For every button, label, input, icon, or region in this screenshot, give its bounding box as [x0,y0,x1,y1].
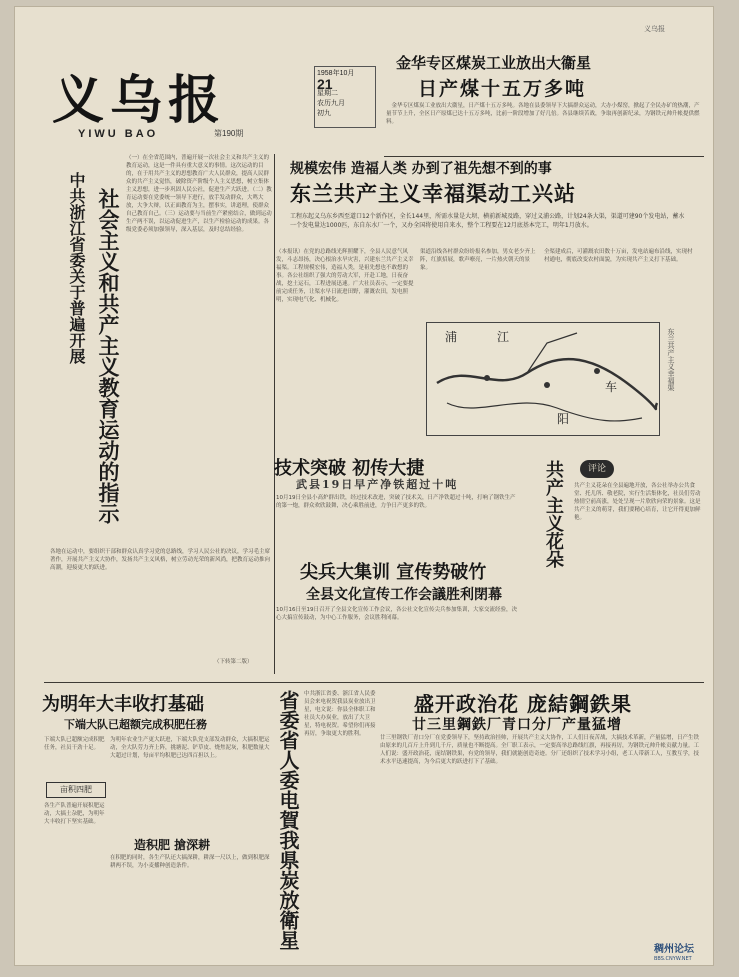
continued-note: （下转第二版） [214,659,253,665]
map-graphic [427,323,659,435]
masthead-latin: YIWU BAO [78,128,159,140]
harvest-box-label: 亩积四肥 [46,782,106,798]
commentary-badge: 评论 [580,460,614,478]
issue-number: 第190期 [214,129,244,138]
newspaper-page [14,6,714,966]
handwritten-note: 义乌报 [644,25,665,33]
rule [384,156,704,157]
main-story-col3: 全渠建成后，可灌溉农田数十万亩，发电站遍布沿线，实现村村通电，彻底改变农村面貌，为实现共产主义打下基础。 [544,249,693,263]
masthead-title: 义乌报 [52,70,227,131]
left-article-text-2: 各地在运动中，要组织干部和群众认真学习党的总路线，学习人民公社的决议，学习毛主席著作，开展共产主义大协作，发扬共产主义风格，树立劳动光荣的新风尚，把教育运动推向高潮，迎接更大的跃进。 [50,549,271,571]
watermark-logo-sub: BBS.CNYW.NET [654,956,692,962]
date-box [314,66,376,128]
harvest-text-left: 下端大队已超额完成积肥任务，社员干劲十足。 [44,737,105,751]
top-headline: 日产煤十五万多吨 [418,78,587,100]
tech-headline: 技术突破 初传大捷 [274,458,425,479]
steel-subtitle: 廿三里鋼鉄厂青口分厂产量猛增 [412,717,622,733]
tech-subtitle: 武县19日早产净铁超过十吨 [296,478,459,491]
canal-map [426,322,660,436]
congrats-text: 中共浙江省委、浙江省人民委员会来电祝贺我县炭业放出卫星，电文说：你县全体职工和社员大办炭业，放出了大卫星，特电祝贺。希望你们再接再厉，争取更大的胜利。 [304,691,376,737]
left-article-text: （一）在全省范围内，普遍开展一次社会主义和共产主义的教育运动，这是一件具有重大意义的事情。这次运动的目的，在于用共产主义的思想教育广大人民群众，提高人民群众的共产主义觉悟，破除资产阶级个人主义思想，树立集体主义思想，进一步巩固人民公社，促进生产大跃进。（二）教育运动要在党委统一领导下进行，放手发动群众，大鸣大放，大争大辩，以正面教育为主，摆事实，讲道理，使群众自己教育自己。（三）运动要与当前生产紧密结合，做到运动生产两不误，以运动促进生产，以生产检验运动的成果。各级党委必须加强领导，深入基层，及时总结经验。 [126,155,272,233]
svg-text:阳: 阳 [557,412,570,426]
steel-headline: 盛开政治花 庞結鋼鉄果 [414,692,632,716]
culture-subtitle: 全县文化宣传工作会議胜利閉幕 [306,587,502,603]
date-lunar: 农历九月 [317,100,345,107]
horizontal-rule [44,682,704,683]
main-headline: 东兰共产主义幸福渠动工兴站 [290,181,576,206]
top-kicker: 金华专区煤炭工业放出大衞星 [396,54,592,72]
harvest-subtitle: 下端大队已超额完成积肥任務 [64,718,207,731]
harvest-text-left-2: 各生产队普遍开展积肥运动，大搞土杂肥，为明年大丰收打下坚实基础。 [44,803,105,825]
svg-text:车: 车 [605,380,618,394]
column-rule [274,154,275,674]
map-caption: 东兰共产主义幸福渠 [667,328,675,391]
date-lunar-day: 初九 [317,110,331,117]
watermark-logo-text: 稠州论坛 [654,944,694,955]
left-vertical-title-sub: 中共浙江省委关于普遍开展 [67,172,86,364]
watermark-logo [654,944,714,966]
harvest-subhead: 造积肥 搶深耕 [134,838,211,852]
flower-story-text: 共产主义花朵在全县遍地开放，各公社举办公共食堂、托儿所、敬老院，实行生活集体化，社员们劳动热情空前高涨，处处呈现一片欣欣向荣的景象。这是共产主义的萌芽，我们要精心培育，让它开得更加鲜艳。 [574,483,701,521]
main-kicker: 规模宏伟 造福人类 办到了祖先想不到的事 [290,161,552,177]
svg-text:江: 江 [497,330,510,344]
tech-story-text: 10月19日全县小高炉群出铁，经过技术改进，突破了技术关，日产净铁超过十吨，打响了钢铁生产的第一炮，群众欢欣鼓舞，决心乘胜前进，力争日产更多的铁。 [276,495,516,509]
culture-story-text: 10月16日至19日召开了全县文化宣传工作会议，各公社文化宣传尖兵参加集训，大家交流经验，决心大搞宣传鼓动，为中心工作服务，会议胜利闭幕。 [276,607,517,621]
harvest-text-main: 为明年农业生产更大跃进，下端大队党支部发动群众，大搞积肥运动，全大队劳力齐上阵，挑塘泥、铲草皮、烧焦泥灰，积肥数量大大超过计划，每亩平均积肥已达四百担以上。 [110,737,270,759]
date-line: 1958年10月 [317,70,355,77]
flower-vertical-title: 共产主义花朵 [543,460,564,568]
left-vertical-title-main: 社会主义和共产主义教育运动的指示 [96,188,121,524]
steel-story-text: 廿三里钢铁厂青口分厂在党委领导下，坚持政治挂帅，开展共产主义大协作，工人们日夜苦战，大搞技术革新，产量猛增，日产生铁由原来的几百斤上升到几千斤，质量也不断提高。全厂职工表示，一定要高举总路线红旗，再接再厉，为钢铁元帅升帐贡献力量。工人们说：盛开政治花，庞结钢铁果，有党的领导，我们就能创造奇迹。分厂还组织了技术学习小组，老工人带新工人，互教互学，技术水平迅速提高，为今后更大的跃进打下了基础。 [380,735,700,765]
top-story-text: 金华专区煤炭工业放出大衞星，日产煤十五万多吨。各地在县委领导下大搞群众运动，大办小煤窑，掀起了全民办矿的热潮，产量节节上升，全区日产原煤已达十五万多吨，比前一阶段增加了好几倍。各县继续苦战，争取再创新纪录，为钢铁元帅升帐提供燃料。 [386,103,700,125]
date-day: 21 [317,76,333,92]
date-weekday: 星期二 [317,90,338,97]
main-story-col2: 渠道沿线各村群众纷纷报名参加，男女老少齐上阵，红旗招展，歌声嘹亮，一片热火朝天的景象。 [420,249,536,271]
harvest-headline: 为明年大丰收打基础 [42,694,204,715]
svg-text:浦: 浦 [445,330,458,344]
main-story-col1: （本报讯）在党的总路线光辉照耀下，全县人民意气风发，斗志昂扬，决心根治水旱灾害，兴建东兰共产主义幸福渠。工程规模宏伟，造福人类，是祖先想也不敢想的事。各公社组织了强大的劳动大军，开赴工地，日夜奋战，挖土运石，工程进展迅速。广大社员表示，一定要提前完成任务，让渠水早日流进田野，灌溉农田，发电照明，实现电气化、机械化。 [276,249,414,303]
main-lede: 工程东起义乌东乡西至道口12个新作区，全长144里，所需水量是大坝、横前新城及路，穿过义浦公路，计划24条大渠，渠道可建90个发电站，蓄水一个发电量达1000匹，东自东水厂一个，又办全国将使用自来水，整个工程要在12月底基本完工，明年1月放水。 [290,213,685,229]
culture-headline: 尖兵大集训 宣传势破竹 [300,562,487,583]
congrats-vertical-title: 省委省人委电賀我県炭放衛星 [276,690,300,950]
harvest-text-main-2: 在积肥的同时，各生产队还大搞深耕，耕深一尺以上，做到积肥深耕两不误，为小麦播种创造条件。 [110,855,270,869]
